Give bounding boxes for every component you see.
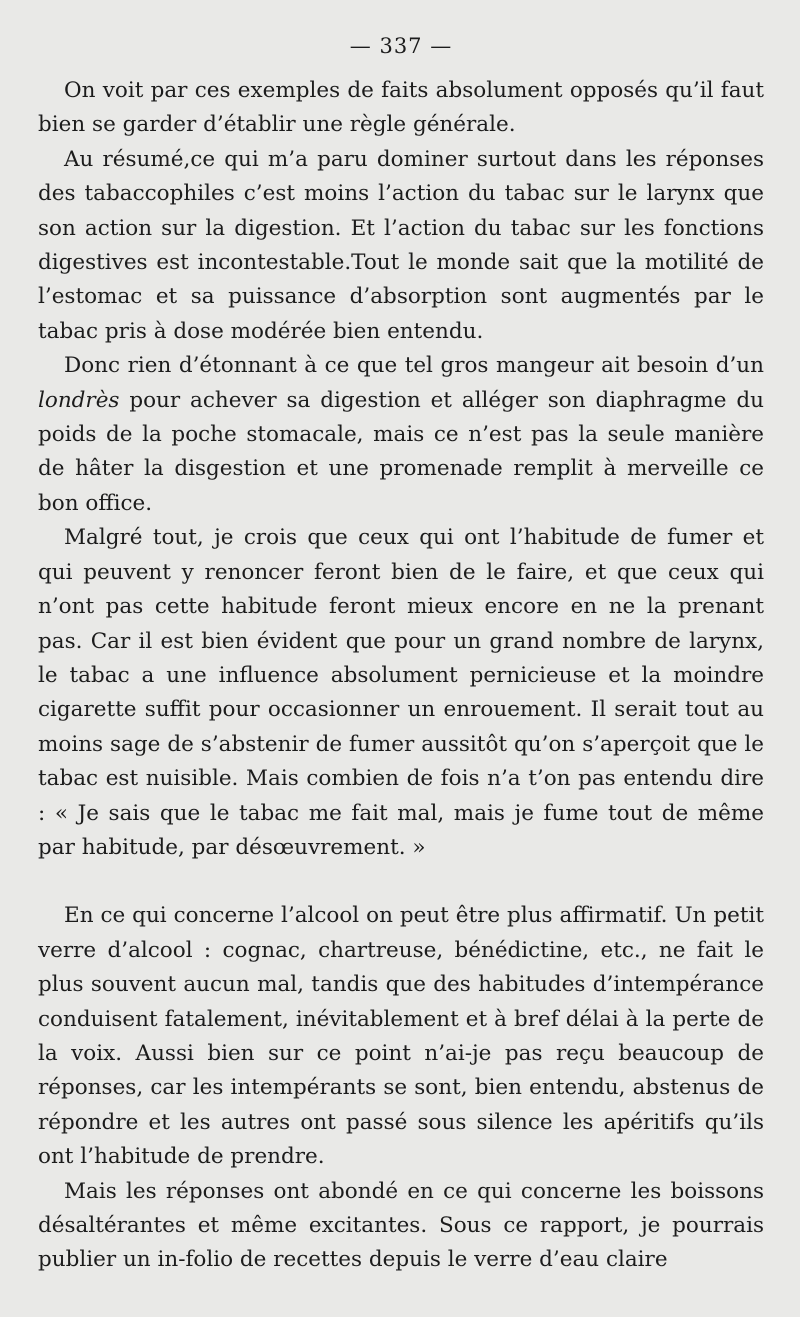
paragraph-3 — [38, 349, 764, 521]
paragraph-3-after: pour achever sa digestion et alléger son diaphragme du poids de la poche stomacale, mais ce n’est pas la seule manière de hâter la disgestion et une promenade remplit à merveille ce bon office. — [38, 387, 764, 516]
paragraph-1: On voit par ces exemples de faits absolument opposés qu’il faut bien se garder d’établir une règle générale. — [38, 78, 764, 138]
paragraph-3-italic: londrès — [38, 387, 120, 413]
section-gap — [38, 865, 764, 899]
paragraph-3-before: Donc rien d’étonnant à ce que tel gros mangeur ait besoin d’un — [64, 353, 764, 379]
paragraph-6: Mais les réponses ont abondé en ce qui concerne les boissons désaltérantes et même excitantes. Sous ce rapport, je pourrais publier un in-folio de recettes depuis le verre d’eau claire — [38, 1178, 764, 1273]
page-number: — 337 — — [349, 34, 453, 58]
paragraph-4: Malgré tout, je crois que ceux qui ont l’habitude de fumer et qui peuvent y renoncer feront bien de le faire, et que ceux qui n’ont pas cette habitude feront mieux encore en ne la prenant pas. Car il est bien évident que pour un grand nombre de larynx, le tabac a une influence absolument pernicieuse et la moindre cigarette suffit pour occasionner un enrouement. Il serait tout au moins sage de s’abstenir de fumer aussitôt qu’on s’aperçoit que le tabac est nuisible. Mais combien de fois n’a t’on pas entendu dire : « Je sais que le tabac me fait mal, mais je fume tout de même par habitude, par désœuvrement. » — [38, 525, 764, 860]
paragraph-2: Au résumé,ce qui m’a paru dominer surtout dans les réponses des tabaccophiles c’est moins l’action du tabac sur le larynx que son action sur la digestion. Et l’action du tabac sur les fonctions digestives est incontestable.Tout le monde sait que la motilité de l’estomac et sa puissance d’absorption sont augmentés par le tabac pris à dose modérée bien entendu. — [38, 146, 764, 344]
paragraph-5: En ce qui concerne l’alcool on peut être plus affirmatif. Un petit verre d’alcool : cognac, chartreuse, bénédictine, etc., ne fait le plus souvent aucun mal, tandis que des habitudes d’intempérance conduisent fatalement, inévitablement et à bref délai à la perte de la voix. Aussi bien sur ce point n’ai-je pas reçu beaucoup de réponses, car les intempérants se sont, bien entendu, abstenus de répondre et les autres ont passé sous silence les apéritifs qu’ils ont l’habitude de prendre. — [38, 903, 764, 1170]
